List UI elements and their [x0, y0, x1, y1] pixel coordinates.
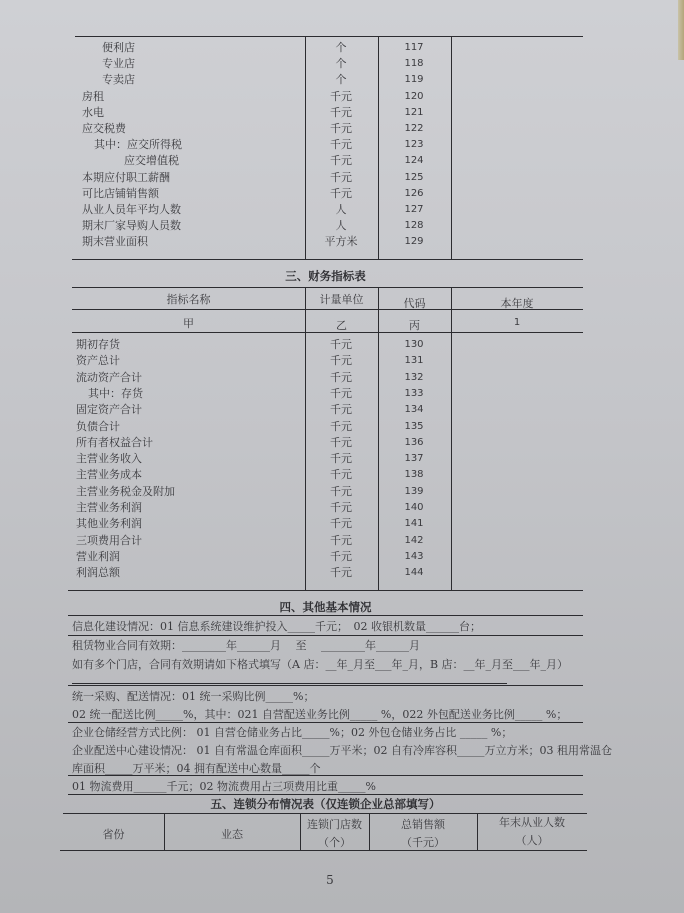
code: 123 — [404, 139, 424, 151]
indicator-name: 便利店 — [102, 41, 135, 54]
code: 131 — [404, 355, 424, 367]
unit: 千元 — [330, 186, 352, 200]
unit: 人 — [335, 203, 347, 216]
indicator-name: 从业人员年平均人数 — [82, 203, 181, 216]
unit: 千元 — [330, 354, 352, 368]
value-cell[interactable] — [452, 533, 583, 549]
table-row — [0, 565, 684, 581]
lease-underline — [72, 683, 507, 684]
header-province: 省份 — [102, 828, 125, 841]
code: 128 — [404, 220, 424, 232]
unit: 千元 — [330, 533, 352, 547]
value-cell[interactable] — [452, 234, 583, 250]
code: 120 — [404, 90, 424, 102]
indicator-name: 房租 — [82, 89, 104, 103]
page-number: 5 — [326, 873, 334, 887]
unit: 千元 — [330, 419, 352, 433]
table-row — [0, 89, 684, 105]
indicator-name: 可比店铺销售额 — [82, 186, 159, 200]
table-row — [0, 402, 684, 418]
indicator-name: 期末营业面积 — [82, 235, 148, 249]
unit: 千元 — [330, 468, 352, 482]
indicator-name: 利润总额 — [76, 566, 120, 580]
table-row — [0, 202, 684, 218]
indicator-name: 主营业务税金及附加 — [76, 484, 175, 498]
indicator-name: 应交增值税 — [124, 154, 179, 168]
multi-store-lease-line: 如有多个门店，合同有效期请如下格式填写（A 店：__年_月至___年_月，B 店：__年_月至___年_月） — [72, 658, 569, 671]
unit: 千元 — [330, 122, 352, 135]
unified-purchase-line: 统一采购、配送情况：01 统一采购比例_____%； — [72, 690, 315, 703]
value-cell[interactable] — [452, 451, 583, 467]
code: 141 — [404, 518, 424, 530]
value-cell[interactable] — [452, 89, 583, 105]
code: 122 — [404, 123, 424, 134]
table-row — [0, 170, 684, 186]
value-cell[interactable] — [452, 337, 583, 353]
code: 135 — [404, 420, 424, 432]
indicator-name: 负债合计 — [76, 419, 120, 433]
code: 138 — [404, 469, 424, 481]
table-row — [0, 516, 684, 532]
indicator-name: 所有者权益合计 — [76, 435, 153, 449]
table-row — [0, 40, 684, 56]
indicator-name: 专卖店 — [102, 73, 135, 87]
distribution-center-line-2: 库面积_____万平米；04 拥有配送中心数量_____个 — [72, 762, 321, 775]
top-table-top-border — [75, 36, 583, 37]
table-row — [0, 105, 684, 121]
value-cell[interactable] — [452, 72, 583, 88]
unit: 千元 — [330, 566, 352, 580]
subheader-1: 1 — [513, 317, 521, 328]
header-store-count: 连锁门店数 — [307, 818, 362, 831]
section3-bottom-border — [68, 590, 583, 591]
value-cell[interactable] — [452, 435, 583, 451]
section3-top-border — [72, 287, 583, 288]
code: 127 — [404, 204, 424, 215]
unit: 个 — [335, 57, 347, 71]
unit: 个 — [335, 41, 347, 54]
value-cell[interactable] — [452, 353, 583, 369]
indicator-name: 主营业务收入 — [76, 452, 142, 466]
table-row — [0, 370, 684, 386]
unit: 千元 — [330, 501, 352, 514]
section4-divider-5 — [68, 794, 583, 795]
table-row — [0, 137, 684, 153]
value-cell[interactable] — [452, 121, 583, 137]
section3-header-divider — [72, 309, 583, 310]
code: 143 — [404, 550, 424, 562]
section5-header-bottom-border — [60, 850, 587, 851]
subheader-yi: 乙 — [336, 319, 347, 332]
value-cell[interactable] — [452, 370, 583, 386]
section5-title: 五、连锁分布情况表（仅连锁企业总部填写） — [210, 797, 441, 811]
table-row — [0, 337, 684, 353]
header-total-sales: 总销售额 — [401, 818, 445, 831]
table-row — [0, 353, 684, 369]
code: 132 — [404, 371, 424, 383]
code: 118 — [404, 58, 424, 70]
table-row — [0, 419, 684, 435]
indicator-name: 其中：应交所得税 — [94, 138, 182, 152]
table-row — [0, 484, 684, 500]
unit: 千元 — [330, 517, 352, 531]
value-cell[interactable] — [452, 565, 583, 581]
value-cell[interactable] — [452, 218, 583, 234]
table-row — [0, 121, 684, 137]
table-row — [0, 186, 684, 202]
header-current-year: 本年度 — [500, 297, 534, 310]
value-cell[interactable] — [452, 484, 583, 500]
unit: 平方米 — [324, 235, 358, 249]
value-cell[interactable] — [452, 186, 583, 202]
indicator-name: 流动资产合计 — [76, 370, 142, 384]
section3-title: 三、财务指标表 — [285, 269, 366, 283]
value-cell[interactable] — [452, 202, 583, 218]
value-cell[interactable] — [452, 516, 583, 532]
code: 134 — [404, 404, 424, 416]
value-cell[interactable] — [452, 56, 583, 72]
code: 119 — [404, 74, 424, 86]
indicator-name: 主营业务利润 — [76, 501, 142, 514]
unit: 人 — [335, 219, 347, 233]
value-cell[interactable] — [452, 105, 583, 121]
unit: 千元 — [330, 105, 352, 119]
unit: 千元 — [330, 170, 352, 184]
logistics-cost-line: 01 物流费用______千元；02 物流费用占三项费用比重_____% — [72, 780, 376, 793]
value-cell[interactable] — [452, 419, 583, 435]
value-cell[interactable] — [452, 386, 583, 402]
code: 137 — [404, 453, 424, 465]
code: 144 — [404, 567, 424, 579]
code: 125 — [404, 171, 424, 183]
unit: 千元 — [330, 484, 352, 498]
value-cell[interactable] — [452, 170, 583, 186]
value-cell[interactable] — [452, 467, 583, 483]
table-row — [0, 549, 684, 565]
info-construction-line: 信息化建设情况：01 信息系统建设维护投入_____千元； 02 收银机数量______台； — [72, 620, 481, 633]
code: 117 — [404, 42, 424, 53]
table-row — [0, 72, 684, 88]
table-row — [0, 56, 684, 72]
code: 139 — [404, 485, 424, 497]
value-cell[interactable] — [452, 153, 583, 169]
table-row — [0, 500, 684, 516]
lease-period-line: 租赁物业合同有效期：________年______月 至 ________年______月 — [72, 639, 420, 652]
table-row — [0, 234, 684, 250]
header-total-sales-unit: （千元） — [401, 836, 445, 849]
indicator-name: 主营业务成本 — [76, 468, 142, 482]
indicator-name: 应交税费 — [82, 122, 126, 135]
indicator-name: 本期应付职工薪酬 — [82, 170, 170, 184]
header-unit: 计量单位 — [319, 293, 364, 306]
value-cell[interactable] — [452, 549, 583, 565]
code: 121 — [404, 106, 424, 118]
indicator-name: 水电 — [82, 105, 104, 119]
code: 136 — [404, 436, 424, 448]
header-indicator-name: 指标名称 — [166, 293, 211, 306]
table-row — [0, 451, 684, 467]
table-row — [0, 386, 684, 402]
section4-divider-2 — [68, 685, 583, 686]
header-format: 业态 — [221, 828, 243, 841]
table-row — [0, 218, 684, 234]
unit: 千元 — [330, 89, 352, 103]
unit: 千元 — [330, 138, 352, 152]
distribution-center-line-1: 企业配送中心建设情况： 01 自有常温仓库面积_____万平米；02 自有冷库容积_____万立方米；03 租用常温仓 — [72, 744, 612, 757]
code: 130 — [404, 339, 424, 350]
value-cell[interactable] — [452, 500, 583, 516]
unit: 个 — [335, 73, 347, 87]
code: 142 — [404, 534, 424, 546]
section4-divider-3 — [68, 722, 583, 723]
table-row — [0, 153, 684, 169]
unit: 千元 — [330, 370, 352, 384]
indicator-name: 资产总计 — [76, 354, 120, 368]
indicator-name: 固定资产合计 — [76, 403, 142, 417]
code: 133 — [404, 387, 424, 399]
value-cell[interactable] — [452, 40, 583, 56]
unit: 千元 — [330, 549, 352, 563]
unit: 千元 — [330, 386, 352, 400]
code: 124 — [404, 155, 424, 167]
unit: 千元 — [330, 154, 352, 168]
section4-title: 四、其他基本情况 — [279, 600, 372, 614]
unit: 千元 — [330, 435, 352, 449]
header-year-end-staff-unit: （人） — [515, 834, 549, 847]
code: 129 — [404, 236, 424, 248]
indicator-name: 期末厂家导购人员数 — [82, 219, 181, 233]
unit: 千元 — [330, 338, 352, 351]
top-table-bottom-border — [72, 259, 583, 260]
header-year-end-staff: 年末从业人数 — [499, 816, 565, 829]
header-store-count-unit: （个） — [318, 836, 351, 849]
warehouse-ratio-line: 企业仓储经营方式比例： 01 自营仓储业务占比_____%；02 外包仓储业务占比 _____ %； — [72, 726, 513, 739]
table-row — [0, 435, 684, 451]
section4-divider-1 — [68, 635, 583, 636]
value-cell[interactable] — [452, 137, 583, 153]
indicator-name: 其他业务利润 — [76, 517, 142, 531]
header-code: 代码 — [403, 297, 426, 310]
unified-delivery-line: 02 统一配送比例_____%，其中：021 自营配送业务比例_____ %，022 外包配送业务比例_____ %； — [72, 708, 568, 721]
indicator-name: 其中：存货 — [88, 386, 143, 400]
value-cell[interactable] — [452, 402, 583, 418]
section4-top-border — [68, 615, 583, 616]
code: 140 — [404, 502, 424, 513]
section3-subheader-divider — [72, 332, 583, 333]
indicator-name: 专业店 — [102, 57, 135, 71]
indicator-name: 期初存货 — [76, 338, 120, 351]
table-row — [0, 533, 684, 549]
section4-divider-4 — [68, 775, 583, 776]
subheader-jia: 甲 — [183, 317, 194, 330]
indicator-name: 三项费用合计 — [76, 533, 142, 547]
indicator-name: 营业利润 — [76, 549, 120, 563]
subheader-bing: 丙 — [409, 319, 420, 332]
unit: 千元 — [330, 403, 352, 417]
table-row — [0, 467, 684, 483]
unit: 千元 — [330, 452, 352, 466]
code: 126 — [404, 187, 424, 199]
